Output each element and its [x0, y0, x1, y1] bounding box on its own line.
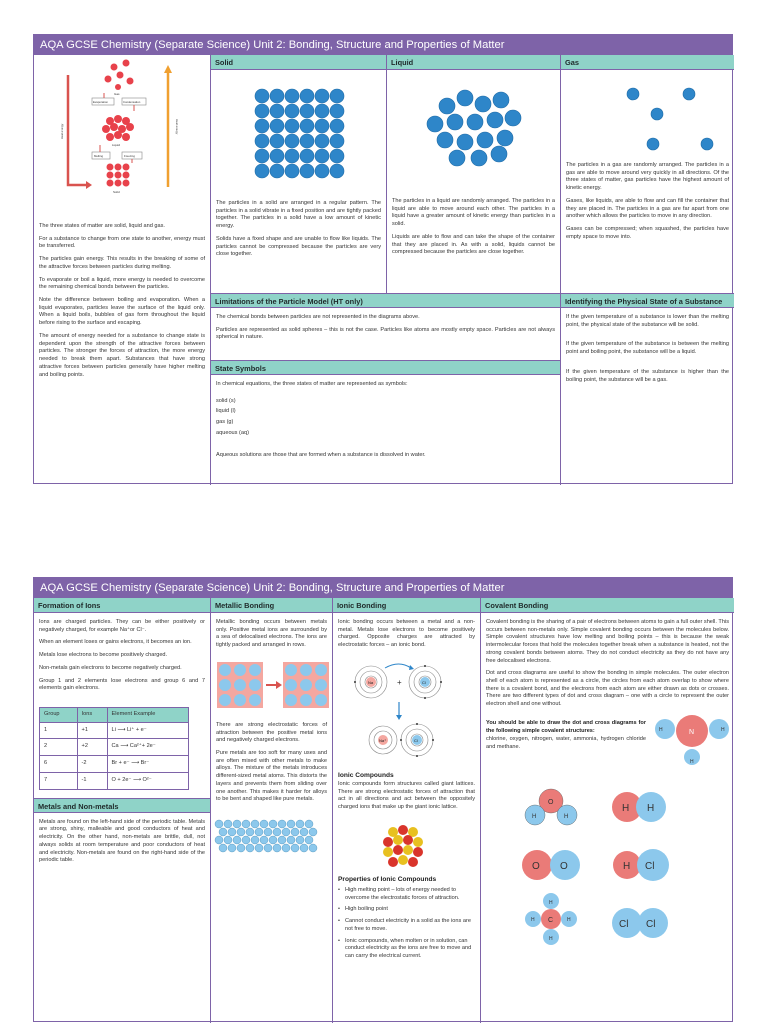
solid-column: [210, 55, 386, 293]
condensation-label: Condensation: [123, 100, 141, 104]
aqueous-definition: Aqueous solutions are those that are formed when a substance is dissolved in water.: [216, 451, 426, 458]
draw-structures-instruction: You should be able to draw the dot and cross diagrams for the following simple covalent structures:: [486, 719, 646, 734]
metallic-lattice-svg: [211, 658, 332, 714]
svg-text:+: +: [397, 677, 402, 687]
nonmetals-gain-text: Non-metals gain electrons to become negatively charged.: [39, 664, 182, 671]
metallic-text-1: [211, 613, 332, 658]
gas-flow: Gases, like liquids, are able to flow and can fill the container that they are placed in. The particles in a gas are far apart from one another which allows the particles to move in any direction.: [566, 197, 729, 220]
ionic-lattice-svg: [333, 820, 480, 872]
state-symbols-text: [211, 375, 560, 467]
table-cell: O + 2e⁻ ⟶ O²⁻: [107, 772, 189, 789]
heat-energy-left-label: Heat energy: [60, 123, 64, 139]
attractive-forces-text: The amount of energy needed for a substance to change state is dependent upon the strength of the attractive forces between particles. The stronger the forces of attraction, the more energy needed to break them apart. Substances that have strong attractive forces between particles generally have higher melting and boiling points.: [39, 332, 205, 378]
melting-label: Melting: [94, 154, 104, 158]
limitations-text: [211, 308, 560, 360]
ionic-properties-list: [333, 887, 480, 961]
table-cell: 1: [40, 722, 78, 739]
table-cell: 7: [40, 772, 78, 789]
table-cell: -1: [77, 772, 107, 789]
change-of-state-diagram: [34, 55, 210, 195]
table-cell: +1: [77, 722, 107, 739]
liquid-arrangement: The particles in a liquid are randomly arranged. The particles in a liquid are able to move around each other. The particles in a liquid have a greater amount of kinetic energy than particles in a solid.: [392, 198, 555, 228]
ionic-compounds-paragraph: Ionic compounds form structures called giant lattices. There are strong electrostatic forces of attraction that act in all directions and act between the oppositely charged ions that make up the giant ionic lattice.: [338, 780, 475, 811]
h-label: H: [721, 726, 725, 733]
table-row: [40, 722, 189, 739]
gas-heading: Gas: [561, 55, 734, 70]
table-cell: Br + e⁻ ⟶ Br⁻: [107, 756, 189, 773]
revision-sheet-2: [33, 577, 733, 1022]
ionic-lattice-diagram: [333, 820, 480, 872]
table-row: [40, 772, 189, 789]
ions-formation: When an element loses or gains electrons, it becomes an ion.: [39, 639, 192, 646]
alloy-svg: [211, 816, 332, 856]
ions-text: [34, 613, 210, 701]
liquid-text: [387, 178, 560, 265]
table-row: [40, 739, 189, 756]
metallic-definition: Metallic bonding occurs between metals only. Positive metal ions are surrounded by a sea of delocalised electrons. The ions are tightly packed and arranged in rows.: [216, 619, 327, 649]
covalent-definition: Covalent bonding is the sharing of a pair of electrons between atoms to gain a full outer shell. This occurs between non-metals only. Simple covalent bonding occurs between the molecules below. Simple covalent structures have low melting and boiling points – this is because the weak intermolecular forces that hold the molecules together break when a substance is heated, not the strong covalent bonds between atoms. They do not conduct electricity as they do not have any free delocalised electrons.: [486, 619, 729, 664]
ions-definition: Ions are charged particles. They can be either positively or negatively charged, for example Na⁺or Cl⁻.: [39, 619, 205, 633]
symbol-liquid: liquid (l): [216, 408, 236, 415]
table-cell: 6: [40, 756, 78, 773]
table-cell: Li ⟶ Li⁺ + e⁻: [107, 722, 189, 739]
solid-properties: Solids have a fixed shape and are unable to flow like liquids. The particles cannot be compressed because the particles are very close together.: [216, 235, 381, 258]
table-cell: +2: [77, 739, 107, 756]
state-symbols-heading: State Symbols: [211, 360, 560, 375]
symbol-solid: solid (s): [216, 397, 236, 404]
solid-text: [211, 192, 386, 267]
groups-text: Group 1 and 2 elements lose electrons and group 6 and 7 elements gain electrons.: [39, 677, 205, 692]
dot-cross-text: Dot and cross diagrams are useful to show the bonding in simple molecules. The outer electron shell of each atom is represented as a circle, the circles from each atom overlap to show where there is a covalent bond, and the electrons from each atom are either drawn as dots or crosses. There are two different types of dot and cross diagram – one with a circle to represent the outer electron shell and one without.: [486, 670, 729, 708]
particle-model-column: [210, 293, 560, 485]
list-item: • Ionic compounds, when molten or in solution, can conduct electricity as the ions are free to move and can carry the electrical current.: [338, 938, 475, 961]
dot-cross-diagrams: [481, 777, 734, 947]
o-label: O: [548, 798, 554, 806]
table-cell: 2: [40, 739, 78, 756]
gas-column: [560, 55, 734, 293]
ionic-properties-heading: Properties of Ionic Compounds: [338, 875, 437, 883]
cl-label: Cl: [646, 918, 656, 930]
ionic-column: [332, 598, 480, 1023]
ionic-bond-diagram: [333, 658, 480, 768]
identifying-gas: If the given temperature of the substance is higher than the boiling point, the substance will be a gas.: [566, 368, 729, 383]
structures-list: chlorine, oxygen, nitrogen, water, ammonia, hydrogen chloride and methane.: [486, 736, 646, 751]
state-symbols-intro: In chemical equations, the three states of matter are represented as symbols:: [216, 381, 408, 387]
ions-table: [39, 707, 189, 790]
metals-nonmetals-heading: Metals and Non-metals: [34, 798, 210, 813]
o-label: O: [560, 860, 568, 872]
ionic-bond-svg: [333, 658, 480, 768]
freezing-label: Freezing: [124, 154, 135, 158]
alloy-diagram: [211, 816, 332, 856]
gas-arrangement: The particles in a gas are randomly arranged. The particles in a gas are able to move around very quickly in all directions. Of the three states of matter, gas particles have the highest amount of kinetic energy.: [566, 162, 729, 192]
ionic-compounds-text: [333, 780, 480, 820]
draw-structures-text: [481, 717, 651, 760]
ionic-definition: Ionic bonding occurs between a metal and a non-metal. Metals lose electrons to become positively charged. Opposite charges are attracted by electrostatic forces – an ionic bond.: [338, 619, 475, 649]
identifying-state-column: [560, 293, 734, 485]
liquid-particles-svg: [387, 70, 560, 178]
table-header-group: Group: [40, 708, 78, 723]
o-label: O: [532, 860, 540, 872]
cl-label: Cl: [645, 860, 655, 872]
n-label: N: [689, 728, 695, 736]
dot-cross-svg: [481, 777, 734, 947]
gas-compressed: Gases can be compressed; when squashed, the particles have empty space to move into.: [566, 226, 729, 240]
metallic-text-2: [211, 714, 332, 812]
identifying-text: [561, 308, 734, 392]
table-cell: Ca ⟶ Ca²⁺+ 2e⁻: [107, 739, 189, 756]
cl-label: Cl: [619, 918, 629, 930]
h-label: H: [567, 916, 571, 923]
gas-particles-svg: [561, 70, 734, 158]
identifying-heading: Identifying the Physical State of a Substance: [561, 293, 734, 308]
boiling-vs-evaporation-text: Note the difference between boiling and evaporation. When a liquid evaporates, particles leave the surface of the liquid only. When a liquid boils, bubbles of gas form throughout the liquid before rising to the surface and escaping.: [39, 297, 205, 327]
energy-transfer-text: For a substance to change from one state to another, energy must be transferred.: [39, 235, 205, 250]
ions-column: [34, 598, 210, 1023]
covalent-heading: Covalent Bonding: [481, 598, 734, 613]
table-cell: -2: [77, 756, 107, 773]
states-intro: The three states of matter are solid, liquid and gas.: [39, 223, 165, 229]
table-row: [40, 756, 189, 773]
gas-particles-diagram: [561, 70, 734, 158]
melting-text: The particles gain energy. This results in the breaking of some of the attractive forces between particles during melting.: [39, 256, 205, 270]
symbol-gas: gas (g): [216, 419, 234, 426]
limitations-heading: Limitations of the Particle Model (HT only): [211, 293, 560, 308]
solid-label: Solid: [113, 190, 120, 194]
liquid-particles-diagram: [387, 70, 560, 178]
h-label: H: [659, 726, 663, 733]
h-label: H: [532, 813, 537, 820]
metallic-lattice-diagram: [211, 658, 332, 714]
liquid-column: [386, 55, 560, 293]
c-label: C: [548, 916, 554, 924]
ionic-text: [333, 613, 480, 658]
metallic-forces: There are strong electrostatic forces of attraction between the positive metal ions and negatively charged electrons.: [216, 721, 327, 744]
list-item: • High boiling point: [338, 906, 475, 914]
h-label: H: [549, 899, 553, 906]
ammonia-molecule-svg: [651, 707, 734, 767]
identifying-solid: If the given temperature of a substance is lower than the melting point, the physical state of the substance will be solid.: [566, 314, 729, 328]
na-atom-label: Na: [368, 679, 374, 685]
covalent-column: [480, 598, 734, 1023]
na-ion-label: Na⁺: [379, 737, 387, 743]
limitations-bonds: The chemical bonds between particles are not represented in the diagrams above.: [216, 314, 420, 320]
table-header-example: Element Example: [107, 708, 189, 723]
solid-arrangement: The particles in a solid are arranged in a regular pattern. The particles in a solid vibrate in a fixed position and are tightly packed together. The particles in a solid have a low amount of kinetic energy.: [216, 200, 381, 230]
metals-lose-text: Metals lose electrons to become positively charged.: [39, 652, 168, 659]
solid-particles-svg: [211, 70, 386, 192]
limitations-spheres: Particles are represented as solid spheres – this is not the case. Particles like atoms are mostly empty space. Particles are not always spherical in nature.: [216, 326, 555, 341]
ions-heading: Formation of Ions: [34, 598, 210, 613]
ionic-heading: Ionic Bonding: [333, 598, 480, 613]
page-title-2: AQA GCSE Chemistry (Separate Science) Unit 2: Bonding, Structure and Properties of Matter: [34, 578, 732, 598]
liquid-heading: Liquid: [387, 55, 560, 70]
liquid-properties: Liquids are able to flow and can take the shape of the container that they are placed in. As with a solid, liquids cannot be compressed because the particles are close together.: [392, 233, 555, 256]
revision-sheet-1: [33, 34, 733, 484]
metallic-column: [210, 598, 332, 1023]
alloys-text: Pure metals are too soft for many uses and are often mixed with other metals to make alloys. The mixture of the metals introduces different-sized metal atoms. This distorts the layers and prevents them from sliding over one another. This makes it harder for alloys to be bent and shaped like pure metals.: [216, 750, 327, 803]
page-title: AQA GCSE Chemistry (Separate Science) Unit 2: Bonding, Structure and Properties of Matter: [34, 35, 732, 55]
covalent-text: [481, 613, 734, 717]
identifying-liquid: If the given temperature of the substance is between the melting point and boiling point, the substance will be a liquid.: [566, 341, 729, 356]
list-item: • Cannot conduct electricity in a solid as the ions are not free to move.: [338, 918, 475, 933]
gas-label: Gas: [114, 92, 120, 96]
metals-nonmetals-paragraph: Metals are found on the left-hand side of the periodic table. Metals are strong, shiny, malleable and good conductors of heat and electricity. On the other hand, non-metals are brittle, dull, not always solids at room temperature and poor conductors of heat and electricity. Non-metals are found on the right-hand side of the periodic table.: [39, 818, 205, 864]
solid-particles-diagram: [211, 70, 386, 192]
metallic-heading: Metallic Bonding: [211, 598, 332, 613]
metals-nonmetals-text: [34, 813, 210, 873]
list-item: • High melting point – lots of energy needed to overcome the electrostatic forces of attraction.: [338, 887, 475, 902]
h-label: H: [690, 758, 694, 765]
table-header-ions: Ions: [77, 708, 107, 723]
liquid-label: Liquid: [112, 143, 121, 147]
solid-heading: Solid: [211, 55, 386, 70]
h-label: H: [623, 860, 631, 872]
states-column: [34, 55, 210, 485]
cl-atom-label: Cl: [422, 679, 426, 685]
states-text: [34, 195, 210, 387]
h-label: H: [549, 935, 553, 942]
h-label: H: [564, 813, 569, 820]
evaporation-label: Evaporation: [93, 100, 108, 104]
ammonia-row: [481, 717, 734, 777]
h-label: H: [647, 802, 655, 814]
change-of-state-svg: [34, 55, 210, 195]
evaporate-text: To evaporate or boil a liquid, more energy is needed to overcome the remaining chemical bonds between the particles.: [39, 276, 205, 291]
h-label: H: [531, 916, 535, 923]
heat-energy-right-label: Heat energy: [175, 119, 179, 135]
gas-text: [561, 158, 734, 249]
h-label: H: [622, 802, 630, 814]
cl-ion-label: Cl: [414, 737, 418, 743]
symbol-aqueous: aqueous (aq): [216, 429, 249, 436]
ionic-compounds-heading: Ionic Compounds: [338, 771, 394, 779]
